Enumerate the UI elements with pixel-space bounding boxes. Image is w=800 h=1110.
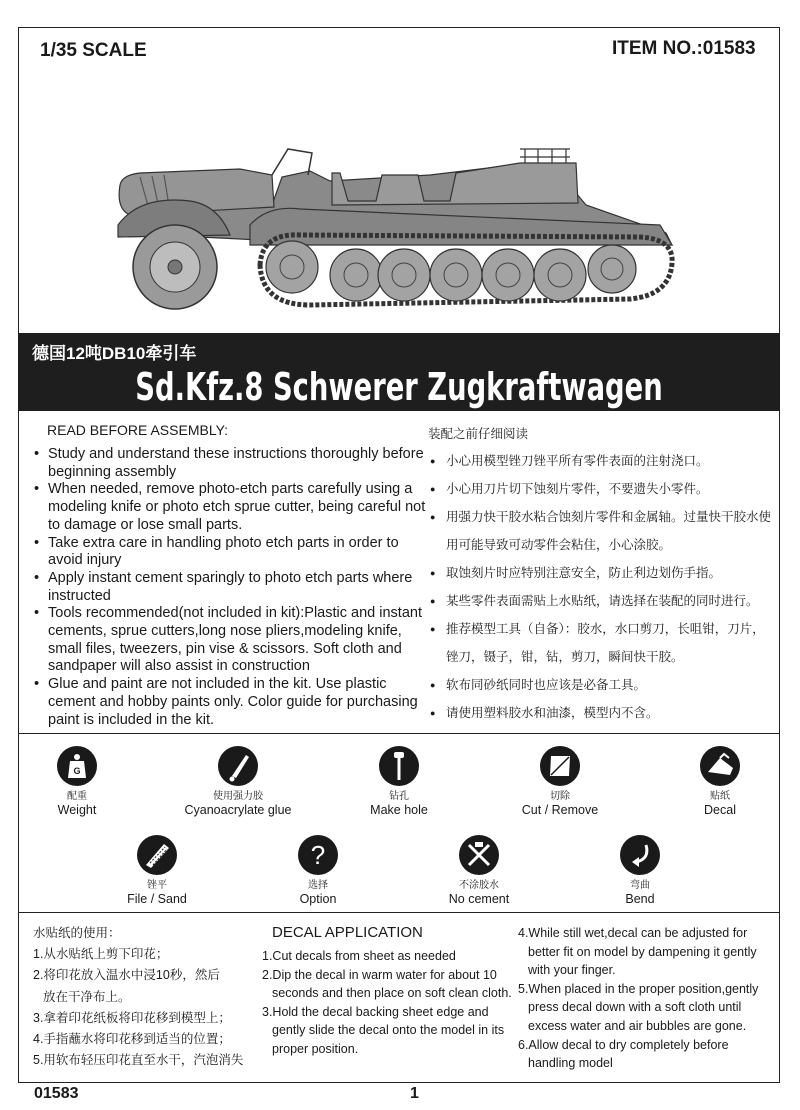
list-item: ● 某些零件表面需贴上水贴纸，请选择在装配的同时进行。 xyxy=(428,587,773,615)
vehicle-illustration xyxy=(100,145,680,325)
weight-icon xyxy=(57,746,97,786)
read-before-list xyxy=(34,446,434,729)
symbol-label-en: Bend xyxy=(625,892,655,906)
decal-cn-line: 3.拿着印花纸板将印花移到模型上； xyxy=(33,1010,231,1025)
symbol-bend xyxy=(570,835,710,906)
drill-icon xyxy=(379,746,419,786)
symbol-file xyxy=(87,835,227,906)
page-number: 1 xyxy=(410,1085,419,1102)
decal-en-steps-2 xyxy=(518,924,773,1073)
no-cement-icon xyxy=(459,835,499,875)
symbol-cut xyxy=(490,746,630,817)
symbol-label-cn: 弯曲 xyxy=(630,880,650,891)
decal-cn-line: 5.用软布轻压印花直至水干，汽泡消失 xyxy=(33,1053,244,1068)
list-item: ● 小心用刀片切下蚀刻片零件，不要遗失小零件。 xyxy=(428,475,773,503)
item-number: ITEM NO.:01583 xyxy=(612,38,756,59)
symbol-label-cn: 钻孔 xyxy=(389,791,409,802)
decal-cn-line: 2.将印花放入温水中浸10秒，然后 xyxy=(33,968,220,983)
symbol-label-en: No cement xyxy=(448,892,510,906)
list-item: ● 用强力快干胶水粘合蚀刻片零件和金属轴。过量快干胶水使用可能导致可动零件会粘住，小心涂胶。 xyxy=(428,503,773,559)
bend-icon xyxy=(620,835,660,875)
option-icon xyxy=(298,835,338,875)
decal-step: 6.Allow decal to dry completely before handling model xyxy=(518,1037,729,1071)
symbol-drill xyxy=(329,746,469,817)
symbol-label-en: Decal xyxy=(704,803,736,817)
list-item: ● 请使用塑料胶水和油漆，模型内不含。 xyxy=(428,699,773,727)
symbol-label-cn: 切除 xyxy=(550,791,570,802)
symbol-label-en: Option xyxy=(299,892,337,906)
decal-cn-line: 放在干净布上。 xyxy=(43,989,131,1004)
list-item: ● 软布同砂纸同时也应该是必备工具。 xyxy=(428,671,773,699)
symbol-label-cn: 使用强力胶 xyxy=(213,791,263,802)
symbol-label-cn: 贴纸 xyxy=(710,791,730,802)
decal-step: 1.Cut decals from sheet as needed xyxy=(262,949,456,963)
weight-badge: G xyxy=(73,766,81,776)
symbol-label-en: File / Sand xyxy=(127,892,187,906)
list-item: • Apply instant cement sparingly to photo etch parts where instructed xyxy=(34,570,434,605)
list-item: • When needed, remove photo-etch parts carefully using a modeling knife or photo etch sprue cutter, being careful not to damage or lose small parts. xyxy=(34,481,434,534)
symbol-label-en: Weight xyxy=(57,803,97,817)
divider xyxy=(18,733,780,734)
decal-cn-line: 4.手指蘸水将印花移到适当的位置； xyxy=(33,1032,231,1047)
decal-icon xyxy=(700,746,740,786)
symbol-label-cn: 锉平 xyxy=(147,880,167,891)
symbol-label-en: Make hole xyxy=(370,803,428,817)
footer-item-number: 01583 xyxy=(34,1085,79,1102)
symbol-weight xyxy=(7,746,147,817)
list-item: ● 小心用模型锉刀锉平所有零件表面的注射浇口。 xyxy=(428,447,773,475)
title-chinese: 德国12吨DB10牵引车 xyxy=(32,344,197,363)
decal-step: 4.While still wet,decal can be adjusted for better fit on model by dampening it gently with your finger. xyxy=(518,926,757,978)
symbol-glue xyxy=(168,746,308,817)
symbol-no-cement xyxy=(409,835,549,906)
file-icon xyxy=(137,835,177,875)
option-glyph: ? xyxy=(310,840,326,870)
symbol-label-en: Cut / Remove xyxy=(521,803,599,817)
decal-cn-title: 水贴纸的使用： xyxy=(33,926,121,940)
decal-en-steps xyxy=(262,947,520,1059)
decal-en-title: DECAL APPLICATION xyxy=(272,924,423,941)
read-before-cn-list xyxy=(428,447,773,727)
decal-step: 2.Dip the decal in warm water for about 10 seconds and then place on soft clean cloth. xyxy=(262,967,512,1001)
scale-label: 1/35 SCALE xyxy=(40,40,147,61)
symbol-label-cn: 选择 xyxy=(308,880,328,891)
glue-icon xyxy=(218,746,258,786)
list-item: • Study and understand these instructions thoroughly before beginning assembly xyxy=(34,446,434,481)
list-item: • Tools recommended(not included in kit):Plastic and instant cements, sprue cutters,long nose pliers,modeling knife, small files, tweezers, pin vise & scissors. Soft cloth and sandpaper will also assist in construction xyxy=(34,605,434,676)
divider xyxy=(18,912,780,913)
decal-step: 5.When placed in the proper position,gently press decal down with a soft cloth until excess water and air bubbles are gone. xyxy=(518,981,759,1033)
symbol-label-cn: 配重 xyxy=(67,791,87,802)
read-before-title: READ BEFORE ASSEMBLY: xyxy=(47,422,229,438)
title-english: Sd.Kfz.8 Schwerer Zugkraftwagen 12t xyxy=(135,365,663,453)
list-item: ● 推荐模型工具（自备）：胶水，水口剪刀，长咀钳，刀片，锉刀，镊子，钳，钻，剪刀，瞬间快干胶。 xyxy=(428,615,773,671)
symbol-label-cn: 不涂胶水 xyxy=(459,880,499,891)
cut-icon xyxy=(540,746,580,786)
list-item: ● 取蚀刻片时应特别注意安全，防止利边划伤手指。 xyxy=(428,559,773,587)
decal-step: 3.Hold the decal backing sheet edge and gently slide the decal onto the model in its proper position. xyxy=(262,1004,505,1056)
decal-cn-line: 1.从水贴纸上剪下印花； xyxy=(33,947,169,962)
list-item: • Take extra care in handling photo etch parts in order to avoid injury xyxy=(34,535,434,570)
symbol-decal xyxy=(650,746,790,817)
read-before-cn-title: 装配之前仔细阅读 xyxy=(428,427,529,441)
front-wheel xyxy=(133,225,217,309)
symbol-option xyxy=(248,835,388,906)
decal-cn-section xyxy=(33,923,258,1071)
list-item: • Glue and paint are not included in the kit. Use plastic cement and hobby paints only. Color guide for purchasing paint is included in the kit. xyxy=(34,676,434,729)
symbol-label-en: Cyanoacrylate glue xyxy=(184,803,292,817)
